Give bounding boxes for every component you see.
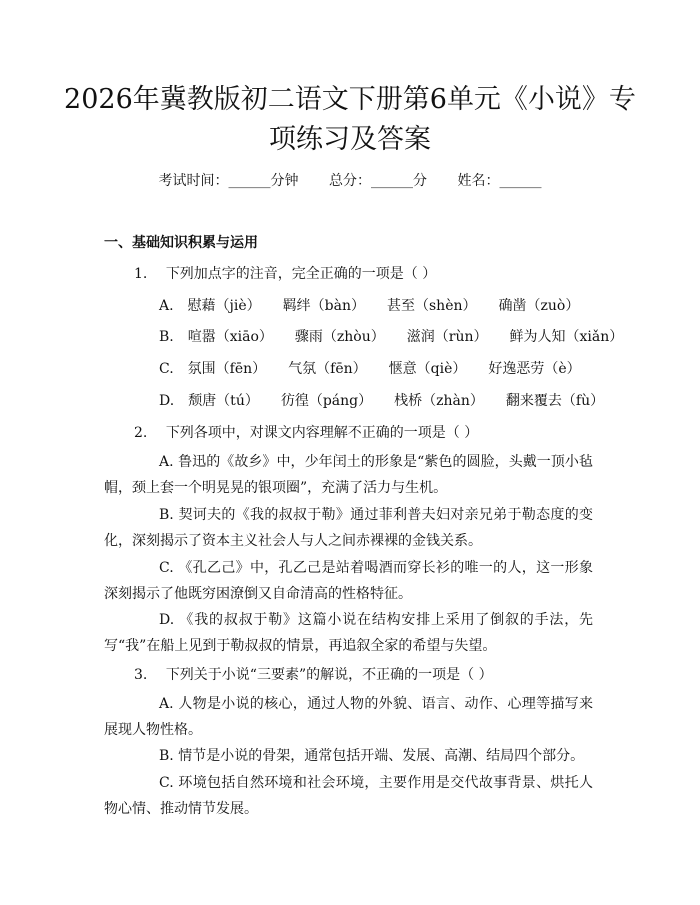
option-item: 栈桥（zhàn） — [394, 393, 484, 409]
option-item: 骤雨（zhòu） — [294, 329, 385, 345]
q3-option-a: A. 人物是小说的核心，通过人物的外貌、语言、动作、心理等描写来展现人物性格。 — [104, 696, 593, 738]
option-item: 彷徨（páng） — [280, 393, 373, 409]
question-2 — [134, 422, 478, 442]
option-label: C. — [159, 361, 174, 377]
option-item: 慰藉（jiè） — [187, 298, 261, 314]
question-number: 3. — [134, 667, 148, 683]
question-stem: 下列各项中，对课文内容理解不正确的一项是（ ） — [165, 425, 479, 441]
option-item: 甚至（shèn） — [387, 298, 477, 314]
q3-option-c: C. 环境包括自然环境和社会环境，主要作用是交代故事背景、烘托人物心情、推动情节发展。 — [104, 775, 593, 817]
question-3 — [134, 664, 493, 684]
option-item: 鲜为人知（xiǎn） — [509, 329, 624, 345]
section-heading: 一、基础知识积累与运用 — [104, 235, 258, 251]
option-item: 滋润（rùn） — [406, 329, 488, 345]
q2-option-b: B. 契诃夫的《我的叔叔于勒》通过菲利普夫妇对亲兄弟于勒态度的变化，深刻揭示了资本主义社会人与人之间赤裸裸的金钱关系。 — [104, 507, 593, 549]
option-item: 翻来覆去（fù） — [505, 393, 605, 409]
q2-option-a: A. 鲁迅的《故乡》中，少年闰土的形象是“紫色的圆脸，头戴一顶小毡帽，颈上套一个明晃晃的银项圈”，充满了活力与生机。 — [104, 454, 593, 496]
q2-option-d: D. 《我的叔叔于勒》这篇小说在结构安排上采用了倒叙的手法，先写“我”在船上见到于勒叔叔的情景，再追叙全家的希望与失望。 — [104, 612, 593, 654]
option-label: B. — [159, 329, 174, 345]
question-stem: 下列关于小说“三要素”的解说，不正确的一项是（ ） — [165, 667, 493, 683]
q1-option-b — [159, 326, 645, 346]
option-item: 气氛（fēn） — [288, 361, 367, 377]
option-item: 氛围（fēn） — [187, 361, 267, 377]
q1-option-c — [159, 358, 603, 378]
question-1 — [134, 263, 436, 283]
exam-time: 考试时间：______分钟 — [158, 173, 299, 189]
q1-option-a — [159, 295, 601, 315]
option-item: 羁绊（bàn） — [282, 298, 365, 314]
option-item: 喧嚣（xiāo） — [187, 329, 273, 345]
question-stem: 下列加点字的注音，完全正确的一项是（ ） — [165, 266, 437, 282]
q3-option-b: B. 情节是小说的骨架，通常包括开端、发展、高潮、结局四个部分。 — [159, 748, 585, 764]
option-item: 好逸恶劳（è） — [488, 361, 581, 377]
question-number: 2. — [134, 425, 148, 441]
option-label: A. — [159, 298, 174, 314]
option-item: 惬意（qiè） — [388, 361, 467, 377]
option-item: 确凿（zuò） — [498, 298, 580, 314]
page-title: 2026年冀教版初二语文下册第6单元《小说》专项练习及答案 — [64, 84, 636, 155]
exam-score: 总分：______分 — [329, 173, 427, 189]
q1-option-d — [159, 390, 626, 410]
option-item: 颓唐（tú） — [188, 393, 259, 409]
option-label: D. — [159, 393, 175, 409]
question-number: 1. — [134, 266, 148, 282]
exam-name: 姓名：______ — [457, 173, 542, 189]
exam-info — [0, 170, 700, 190]
q2-option-c: C. 《孔乙己》中，孔乙己是站着喝酒而穿长衫的唯一的人，这一形象深刻揭示了他既穷困潦倒又自命清高的性格特征。 — [104, 560, 593, 602]
